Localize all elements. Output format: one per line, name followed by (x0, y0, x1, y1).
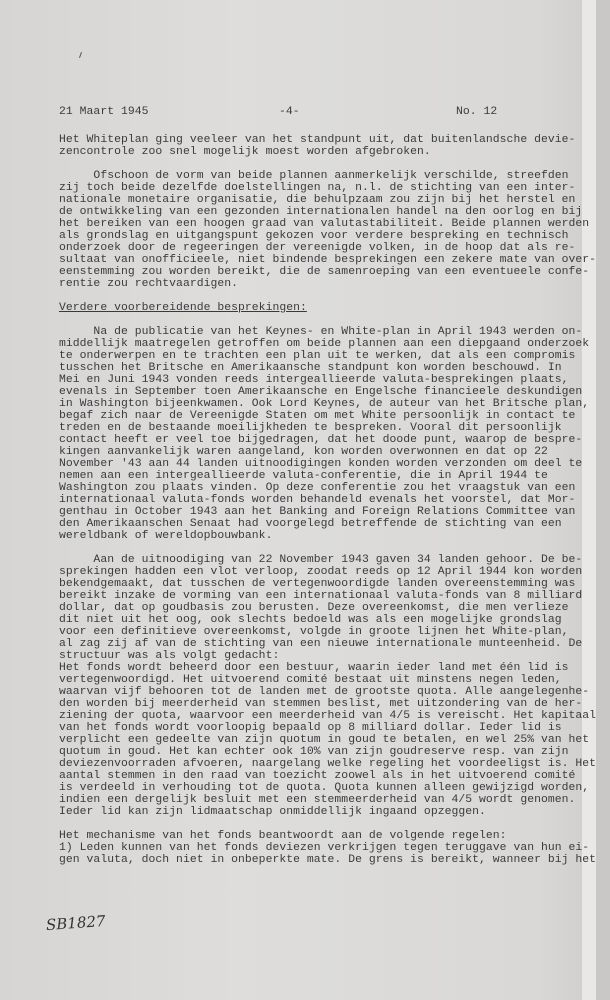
text-line: als grondslag en uitgangspunt gekozen voor verdere bespreking en technisch (59, 230, 569, 242)
text-line: treden en de bestaande moeilijkheden te bespreken. Vooral dit persoonlijk (59, 422, 562, 434)
text-line: waarvan vijf behooren tot de landen met de grootste quota. Alle aangelegenhe- (59, 686, 590, 698)
text-line: vertegenwoordigd. Het uitvoerend comité bestaat uit minstens negen leden, (59, 674, 562, 686)
text-line: Verdere voorbereidende besprekingen: (59, 302, 307, 314)
text-line: kingen aanvankelijk waren aangeland, kon worden overwonnen en dat op 22 (59, 446, 548, 458)
text-line: tusschen het Britsche en Amerikaansche standpunt kon worden beschouwd. In (59, 362, 562, 374)
text-line: het bereiken van een hoogen graad van valutastabiliteit. Beide plannen werden (59, 218, 590, 230)
text-line: rentie zou rechtvaardigen. (59, 278, 239, 290)
text-line: quotum in goud. Het kan echter ook 10% van zijn goudreserve resp. van zijn (59, 746, 569, 758)
page-header (59, 106, 596, 118)
paragraph-gap (59, 290, 596, 302)
text-line: in Washington bijeenkwamen. Ook Lord Keynes, de auteur van het Britsche plan, (59, 398, 590, 410)
text-line: eenstemming zou worden bereikt, die de samenroeping van een eventueele confe- (59, 266, 590, 278)
text-line: middellijk maatregelen getroffen om beide plannen aan een diepgaand onderzoek (59, 338, 590, 350)
text-line: te onderwerpen en te trachten een plan uit te werken, dat als een compromis (59, 350, 576, 362)
text-line: den Amerikaanschen Senaat had voorgelegd betreffende de stichting van een (59, 518, 562, 530)
text-line: voor een definitieve overeenkomst, volgde in groote lijnen het White-plan, (59, 626, 569, 638)
text-line: Het mechanisme van het fonds beantwoordt aan de volgende regelen: (59, 830, 507, 842)
handwritten-note: SB1827 (45, 911, 107, 935)
document-body (59, 106, 596, 866)
paragraph (59, 170, 596, 290)
text-line: evenals in September toen Amerikaansche en Engelsche financieele deskundigen (59, 386, 583, 398)
text-line: nationale monetaire organisatie, die behulpzaam zou zijn bij het herstel en (59, 194, 576, 206)
header-page-number: -4- (279, 106, 300, 118)
text-line: Aan de uitnoodiging van 22 November 1943 gaven 34 landen gehoor. De be- (59, 554, 583, 566)
text-line: zij toch beide dezelfde doelstellingen na, n.l. de stichting van een inter- (59, 182, 576, 194)
text-line: ziening der quota, waarvoor een meerderheid van 4/5 is vereischt. Het kapitaal (59, 710, 597, 722)
text-line: dollar, dat op goudbasis zou berusten. Deze overeenkomst, die men verlieze (59, 602, 569, 614)
text-line: onderzoek door de regeeringen der vereenigde volken, in de hoop dat als re- (59, 242, 576, 254)
text-line: 1) Leden kunnen van het fonds deviezen verkrijgen tegen teruggave van hun ei- (59, 842, 590, 854)
header-document-number: No. 12 (456, 106, 498, 118)
pen-mark (79, 52, 82, 58)
paragraph (59, 830, 596, 866)
paragraph-gap (59, 158, 596, 170)
paragraph (59, 134, 596, 158)
text-line: begaf zich naar de Vereenigde Staten om met White persoonlijk in contact te (59, 410, 576, 422)
text-line: dit niet uit het oog, ook slechts bedoeld was als een mogelijke grondslag (59, 614, 562, 626)
text-line: Na de publicatie van het Keynes- en White-plan in April 1943 werden on- (59, 326, 583, 338)
text-line: genthau in October 1943 aan het Banking and Foreign Relations Committee van (59, 506, 576, 518)
text-line: structuur was als volgt gedacht: (59, 650, 280, 662)
text-line: gen valuta, doch niet in onbeperkte mate. De grens is bereikt, wanneer bij het (59, 854, 597, 866)
text-line: de ontwikkeling van een gezonden internationalen handel na den oorlog en bij (59, 206, 583, 218)
text-line: November '43 aan 44 landen uitnoodigingen konden worden verzonden om deel te (59, 458, 583, 470)
text-line: bekendgemaakt, dat tusschen de vertegenwoordigde landen overeenstemming was (59, 578, 576, 590)
text-line: contact heeft er veel toe bijgedragen, dat het doode punt, waarop de bespre- (59, 434, 583, 446)
text-line: deviezenvoorraden afvoeren, naargelang welke regeling het voordeeligst is. Het (59, 758, 597, 770)
section-heading (59, 302, 596, 314)
text-line: van het fonds wordt voorloopig bepaald op 8 milliard dollar. Ieder lid is (59, 722, 562, 734)
paragraph-gap (59, 542, 596, 554)
text-line: Washington zou plaats vinden. Op deze conferentie zou het vraagstuk van een (59, 482, 576, 494)
text-line: sprekingen hadden een vlot verloop, zoodat reeds op 12 April 1944 kon worden (59, 566, 583, 578)
text-line: is verdeeld in verhouding tot de quota. Quota kunnen alleen gewijzigd worden, (59, 782, 590, 794)
text-line: Ofschoon de vorm van beide plannen aanmerkelijk verschilde, streefden (59, 170, 569, 182)
text-line: indien een dergelijk besluit met een stemmeerderheid van 4/5 wordt genomen. (59, 794, 576, 806)
text-line: wereldbank of wereldopbouwbank. (59, 530, 273, 542)
text-line: al zag zij af van de stichting van een nieuwe internationale munteenheid. De (59, 638, 583, 650)
text-line: zencontrole zoo snel mogelijk moest worden afgebroken. (59, 146, 431, 158)
text-line: bereikt inzake de vorming van een internationaal valuta-fonds van 8 milliard (59, 590, 583, 602)
text-line: den worden bij meerderheid van stemmen beslist, met uitzondering van de her- (59, 698, 583, 710)
text-line: Ieder lid kan zijn lidmaatschap onmiddellijk ingaand opzeggen. (59, 806, 486, 818)
text-line: sultaat van onofficieele, niet bindende besprekingen een zekere mate van over- (59, 254, 597, 266)
text-line: aantal stemmen in den raad van toezicht zoowel als in het uitvoerend comité (59, 770, 576, 782)
text-line: nemen aan een intergeallieerde valuta-conferentie, die in April 1944 te (59, 470, 548, 482)
paragraph (59, 326, 596, 542)
paragraph-gap (59, 314, 596, 326)
text-line: verplicht een gedeelte van zijn quotum in goud te betalen, en wel 25% van het (59, 734, 590, 746)
text-line: Het fonds wordt beheerd door een bestuur, waarin ieder land met één lid is (59, 662, 569, 674)
paragraph (59, 554, 596, 818)
text-line: internationaal valuta-fonds worden behandeld evenals het voorstel, dat Mor- (59, 494, 576, 506)
header-date: 21 Maart 1945 (59, 106, 149, 118)
paragraph-gap (59, 818, 596, 830)
text-line: Mei en Juni 1943 vonden reeds intergeallieerde valuta-besprekingen plaats, (59, 374, 569, 386)
text-line: Het Whiteplan ging veeleer van het standpunt uit, dat buitenlandsche devie- (59, 134, 576, 146)
